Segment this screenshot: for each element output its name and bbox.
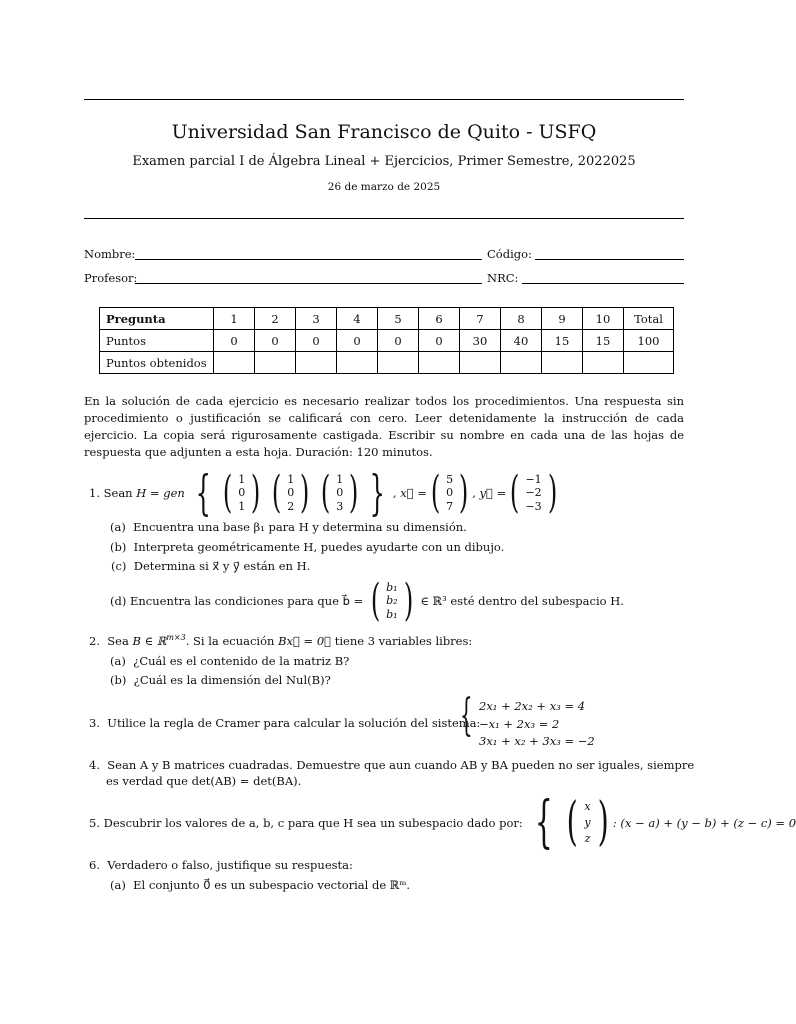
left-brace-icon: { bbox=[535, 789, 554, 855]
q5-number: 5. bbox=[89, 816, 100, 830]
table-cell: 3 bbox=[296, 308, 337, 330]
q1-number: 1. bbox=[89, 486, 100, 500]
q3-text: Utilice la regla de Cramer para calcular la solución del sistema: bbox=[107, 716, 481, 730]
item-text: Determina si x⃗ y y⃗ están en H. bbox=[133, 559, 311, 573]
item-marker: (b) bbox=[110, 540, 127, 554]
q2-math: Bx⃗ = 0⃗ bbox=[278, 633, 332, 648]
question-5 bbox=[89, 789, 796, 855]
vec-entry: 1 bbox=[287, 472, 295, 486]
vec-entry: 0 bbox=[446, 486, 454, 500]
table-cell-input[interactable] bbox=[460, 352, 501, 374]
item-marker: (d) bbox=[110, 594, 127, 608]
question-3 bbox=[89, 716, 480, 730]
item-text: ∈ ℝ³ esté dentro del subespacio H. bbox=[420, 594, 624, 608]
left-brace-icon: { bbox=[196, 464, 212, 521]
vec-entry: 2 bbox=[287, 499, 295, 513]
table-cell-input[interactable] bbox=[419, 352, 460, 374]
exam-date: 26 de marzo de 2025 bbox=[327, 181, 441, 193]
table-cell: 0 bbox=[255, 330, 296, 352]
table-cell: 15 bbox=[542, 330, 583, 352]
vec-entry: x bbox=[584, 800, 591, 813]
vector-v1: ( 1 0 1 ) bbox=[222, 467, 261, 519]
q6-item-a bbox=[110, 878, 410, 892]
question-2 bbox=[89, 633, 472, 648]
table-cell: 2 bbox=[255, 308, 296, 330]
table-header-row bbox=[100, 308, 674, 330]
instructions-paragraph: En la solución de cada ejercicio es necesario realizar todos los procedimientos. Una respuesta sin procedimiento o justificación se calificará con cero. Leer detenidamente la instrucción de cada ejercicio. La copia será rigurosamente castigada. Escribir su nombre en cada una de las hojas de respuesta que adjunten a esta hoja. Duración: 120 minutos. bbox=[84, 394, 684, 459]
vec-entry: b₂ bbox=[386, 594, 398, 608]
vec-entry: −2 bbox=[525, 486, 542, 500]
item-marker: (a) bbox=[110, 654, 126, 668]
q2-item-a bbox=[110, 654, 349, 668]
table-cell: 0 bbox=[419, 330, 460, 352]
x-vector-label: , x⃗ = bbox=[392, 486, 427, 500]
q2-text: Sea bbox=[107, 633, 129, 648]
q6-number: 6. bbox=[89, 858, 100, 872]
table-cell-input[interactable] bbox=[542, 352, 583, 374]
vector-b: ( b₁ b₂ b₁ ) bbox=[370, 575, 413, 627]
table-cell: 15 bbox=[583, 330, 624, 352]
table-cell: 0 bbox=[214, 330, 255, 352]
vec-entry: 5 bbox=[446, 472, 454, 486]
table-cell: Puntos obtenidos bbox=[100, 352, 214, 374]
table-cell-input[interactable] bbox=[583, 352, 624, 374]
item-marker: (b) bbox=[110, 673, 127, 687]
table-cell: Pregunta bbox=[100, 308, 214, 330]
vec-entry: 1 bbox=[336, 472, 344, 486]
q1-item-d bbox=[110, 575, 624, 627]
table-cell: 100 bbox=[624, 330, 674, 352]
q5-text: Descubrir los valores de a, b, c para que H sea un subespacio dado por: bbox=[103, 816, 523, 830]
vec-entry: 7 bbox=[446, 499, 454, 513]
table-cell-input[interactable] bbox=[296, 352, 337, 374]
header-bottom-rule bbox=[84, 218, 684, 219]
item-marker: (a) bbox=[110, 878, 126, 892]
table-cell: Total bbox=[624, 308, 674, 330]
table-cell: 30 bbox=[460, 330, 501, 352]
table-cell: 1 bbox=[214, 308, 255, 330]
equation-line: −x₁ + 2x₃ = 2 bbox=[479, 716, 560, 731]
table-cell: 40 bbox=[501, 330, 542, 352]
system-brace-icon: { bbox=[460, 690, 473, 741]
vec-entry: −1 bbox=[525, 472, 542, 486]
vector-v3: ( 1 0 3 ) bbox=[320, 467, 359, 519]
table-cell: 0 bbox=[296, 330, 337, 352]
table-cell: 10 bbox=[583, 308, 624, 330]
q6-text: Verdadero o falso, justifique su respuesta: bbox=[107, 858, 353, 872]
table-cell-input[interactable] bbox=[378, 352, 419, 374]
item-marker: (a) bbox=[110, 520, 126, 534]
item-text: ¿Cuál es el contenido de la matriz B? bbox=[133, 654, 350, 668]
table-cell: 5 bbox=[378, 308, 419, 330]
table-cell: 6 bbox=[419, 308, 460, 330]
vec-entry: b₁ bbox=[386, 607, 398, 621]
table-cell-input[interactable] bbox=[624, 352, 674, 374]
vector-x: ( 5 0 7 ) bbox=[430, 467, 469, 519]
table-cell: 9 bbox=[542, 308, 583, 330]
table-cell: 8 bbox=[501, 308, 542, 330]
codigo-field[interactable] bbox=[535, 259, 684, 260]
codigo-label: Código: bbox=[487, 247, 532, 261]
table-cell-input[interactable] bbox=[337, 352, 378, 374]
equation-system bbox=[479, 698, 595, 751]
score-table bbox=[99, 307, 674, 374]
equation-line: 2x₁ + 2x₂ + x₃ = 4 bbox=[479, 699, 586, 713]
vector-xyz: ( x y z ) bbox=[566, 792, 609, 853]
vec-entry: −3 bbox=[525, 499, 542, 513]
q2-text: tiene 3 variables libres: bbox=[334, 633, 473, 648]
question-4-cont bbox=[106, 774, 301, 788]
vec-entry: 3 bbox=[336, 499, 344, 513]
nombre-field[interactable] bbox=[135, 259, 482, 260]
item-text: Interpreta geométricamente H, puedes ayudarte con un dibujo. bbox=[133, 540, 505, 554]
exam-subtitle: Examen parcial I de Álgebra Lineal + Ejercicios, Primer Semestre, 2022025 bbox=[132, 154, 636, 169]
vec-entry: 0 bbox=[287, 486, 295, 500]
question-1 bbox=[89, 464, 561, 521]
top-rule bbox=[84, 99, 684, 100]
profesor-field[interactable] bbox=[135, 283, 482, 284]
q1-item-a bbox=[110, 520, 467, 534]
nombre-label: Nombre: bbox=[84, 247, 136, 261]
vec-entry: b₁ bbox=[386, 580, 398, 594]
q2-number: 2. bbox=[89, 633, 100, 648]
profesor-label: Profesor: bbox=[84, 271, 138, 285]
table-row-puntos bbox=[100, 330, 674, 352]
q1-item-c bbox=[111, 559, 310, 573]
table-cell: 0 bbox=[337, 330, 378, 352]
table-cell-input[interactable] bbox=[501, 352, 542, 374]
item-marker: (c) bbox=[111, 559, 127, 573]
q1-h-def: H = gen bbox=[136, 486, 185, 500]
item-text: Encuentra las condiciones para que b⃗ = bbox=[130, 594, 364, 608]
vec-entry: 1 bbox=[238, 472, 246, 486]
item-text: El conjunto 0⃗ es un subespacio vectorial de ℝᵐ. bbox=[133, 878, 411, 892]
y-vector-label: , y⃗ = bbox=[472, 486, 507, 500]
item-text: ¿Cuál es la dimensión del Nul(B)? bbox=[133, 673, 331, 687]
q4-text: es verdad que det(AB) = det(BA). bbox=[106, 774, 302, 788]
university-title: Universidad San Francisco de Quito - USFQ bbox=[171, 121, 597, 143]
right-brace-icon: } bbox=[369, 464, 386, 521]
table-cell: 0 bbox=[378, 330, 419, 352]
table-row-obtenidos bbox=[100, 352, 674, 374]
q4-text: Sean A y B matrices cuadradas. Demuestre que aun cuando AB y BA pueden no ser iguales, siempre bbox=[107, 758, 695, 772]
nrc-field[interactable] bbox=[522, 283, 684, 284]
table-cell-input[interactable] bbox=[214, 352, 255, 374]
question-4 bbox=[89, 758, 694, 772]
question-6 bbox=[89, 858, 353, 872]
table-cell-input[interactable] bbox=[255, 352, 296, 374]
q2-sup: m×3 bbox=[166, 633, 186, 642]
table-cell: Puntos bbox=[100, 330, 214, 352]
item-text: Encuentra una base β₁ para H y determina su dimensión. bbox=[133, 520, 467, 534]
q3-number: 3. bbox=[89, 716, 100, 730]
vec-entry: 0 bbox=[238, 486, 246, 500]
vec-entry: y bbox=[584, 816, 591, 829]
vec-entry: 1 bbox=[238, 499, 246, 513]
q2-math: B ∈ ℝ bbox=[132, 633, 167, 648]
nrc-label: NRC: bbox=[487, 271, 519, 285]
q2-item-b bbox=[110, 673, 331, 687]
vector-y: ( −1 −2 −3 ) bbox=[510, 467, 557, 519]
table-cell: 7 bbox=[460, 308, 501, 330]
q5-condition: : (x − a) + (y − b) + (z − c) = 0 bbox=[612, 816, 796, 830]
q2-text: . Si la ecuación bbox=[185, 633, 275, 648]
vec-entry: z bbox=[584, 832, 591, 845]
q4-number: 4. bbox=[89, 758, 100, 772]
equation-line: 3x₁ + x₂ + 3x₃ = −2 bbox=[479, 734, 595, 748]
table-cell: 4 bbox=[337, 308, 378, 330]
vec-entry: 0 bbox=[336, 486, 344, 500]
vector-v2: ( 1 0 2 ) bbox=[271, 467, 310, 519]
q1-lead: Sean bbox=[103, 486, 133, 500]
q1-item-b bbox=[110, 540, 504, 554]
